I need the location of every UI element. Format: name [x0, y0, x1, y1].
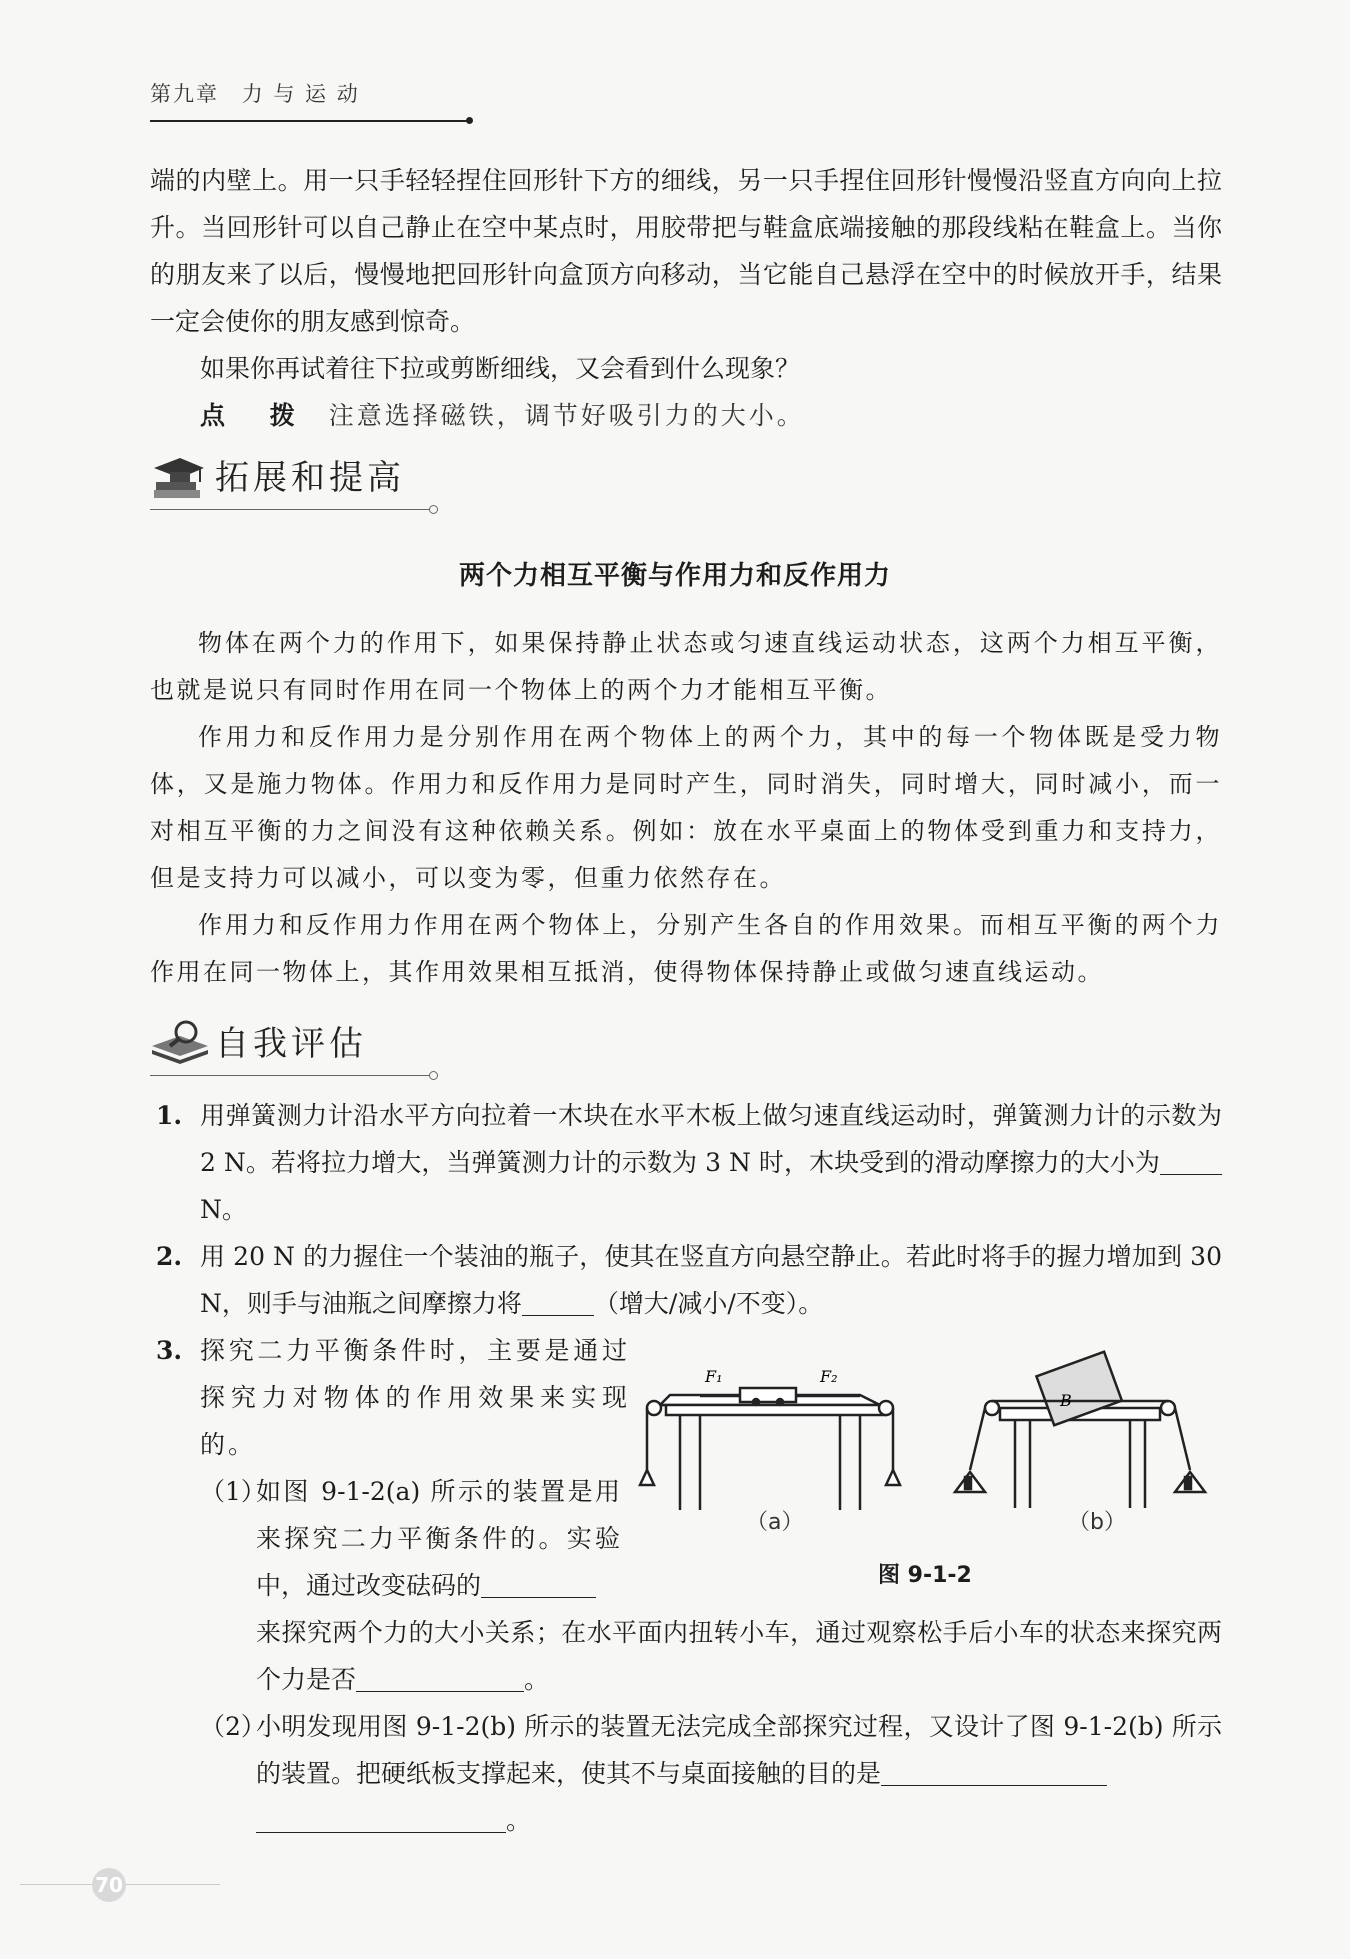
section-rule: [150, 509, 430, 510]
question-text: 小明发现用图 9-1-2(b) 所示的装置无法完成全部探究过程，又设计了图 9-1-2(b) 所示的装置。把硬纸板支撑起来，使其不与桌面接触的目的是: [256, 1712, 1222, 1788]
question-number: 1.: [156, 1101, 183, 1130]
article-paragraph-3: 作用力和反作用力作用在两个物体上，分别产生各自的作用效果。而相互平衡的两个力作用在同一物体上，其作用效果相互抵消，使得物体保持静止或做匀速直线运动。: [150, 911, 1222, 986]
question-number: 2.: [156, 1242, 183, 1271]
subquestion-label: （2）: [200, 1712, 266, 1741]
section-title: 拓展和提高: [215, 458, 405, 498]
answer-blank[interactable]: [356, 1663, 524, 1692]
section-heading-extension: [150, 446, 440, 510]
chapter-header: [150, 78, 470, 122]
answer-blank[interactable]: [256, 1804, 506, 1833]
question-2: 2. 用 20 N 的力握住一个装油的瓶子，使其在竖直方向悬空静止。若此时将手的握力增加到 30 N，则手与油瓶之间摩擦力将 （增大/减小/不变）。: [160, 1233, 1222, 1327]
question-3-part-1-continued: 来探究两个力的大小关系；在水平面内扭转小车，通过观察松手后小车的状态来探究两个力是否 。: [256, 1618, 1222, 1694]
question-text: 用弹簧测力计沿水平方向拉着一木块在水平木板上做匀速直线运动时，弹簧测力计的示数为 2 N。若将拉力增大，当弹簧测力计的示数为 3 N 时，木块受到的滑动摩擦力的大小为: [200, 1101, 1222, 1177]
article-paragraph-1: 物体在两个力的作用下，如果保持静止状态或匀速直线运动状态，这两个力相互平衡，也就是说只有同时作用在同一个物体上的两个力才能相互平衡。: [150, 629, 1222, 704]
chapter-title: 力 与 运 动: [241, 82, 360, 106]
force-label-f2: F₂: [820, 1367, 838, 1386]
question-1: 1. 用弹簧测力计沿水平方向拉着一木块在水平木板上做匀速直线运动时，弹簧测力计的示数为 2 N。若将拉力增大，当弹簧测力计的示数为 3 N 时，木块受到的滑动摩擦力的大小为N。: [160, 1092, 1222, 1233]
section-heading-self-assessment: [150, 1012, 440, 1076]
answer-blank[interactable]: [522, 1287, 594, 1316]
answer-blank[interactable]: [881, 1757, 1107, 1786]
tip-label: 点 拨: [200, 401, 313, 430]
answer-blank[interactable]: [1160, 1146, 1222, 1175]
question-text: 来探究两个力的大小关系；在水平面内扭转小车，通过观察松手后小车的状态来探究两个力是否: [256, 1618, 1222, 1694]
header-rule: [150, 120, 468, 122]
intro-paragraph-2: 如果你再试着往下拉或剪断细线，又会看到什么现象？: [200, 354, 801, 383]
tip-line: [150, 392, 1222, 439]
page-number: 70: [92, 1868, 126, 1902]
apparatus-b: [955, 1352, 1205, 1508]
question-text: 如图 9-1-2(a) 所示的装置是用来探究二力平衡条件的。实验中，通过改变砝码的: [256, 1477, 620, 1600]
article-title: 两个力相互平衡与作用力和反作用力: [458, 561, 891, 591]
question-3-part-2: （2） 小明发现用图 9-1-2(b) 所示的装置无法完成全部探究过程，又设计了图 9-1-2(b) 所示的装置。把硬纸板支撑起来，使其不与桌面接触的目的是 。: [200, 1703, 1222, 1844]
question-3-part-1: [200, 1468, 620, 1609]
question-text: 探究二力平衡条件时，主要是通过探究力对物体的作用效果来实现的。: [200, 1336, 630, 1459]
figure-label-a: （a）: [746, 1510, 804, 1535]
force-label-f1: F₁: [705, 1367, 723, 1386]
question-3-intro: [156, 1327, 630, 1468]
figure-label-b: （b）: [1068, 1510, 1126, 1535]
magnifier-book-icon: [150, 1018, 210, 1066]
chapter-number: 第九章: [150, 82, 219, 106]
intro-paragraph-1: 端的内壁上。用一只手轻轻捏住回形针下方的细线，另一只手捏住回形针慢慢沿竖直方向向上拉升。当回形针可以自己静止在空中某点时，用胶带把与鞋盒底端接触的那段线粘在鞋盒上。当你的朋友来了以后，慢慢地把回形针向盒顶方向移动，当它能自己悬浮在空中的时候放开手，结果一定会使你的朋友感到惊奇。: [150, 166, 1222, 336]
section-rule: [150, 1075, 430, 1076]
subquestion-label: （1）: [200, 1477, 266, 1506]
question-text: 用 20 N 的力握住一个装油的瓶子，使其在竖直方向悬空静止。若此时将手的握力增加到 30 N，则手与油瓶之间摩擦力将: [200, 1242, 1222, 1318]
graduation-cap-icon: [150, 452, 206, 504]
card-label-b: B: [1060, 1391, 1072, 1410]
tip-text: 注意选择磁铁，调节好吸引力的大小。: [328, 401, 805, 430]
article-body: [150, 620, 1222, 996]
answer-blank[interactable]: [481, 1569, 596, 1598]
article-paragraph-2: 作用力和反作用力是分别作用在两个物体上的两个力，其中的每一个物体既是受力物体，又是施力物体。作用力和反作用力是同时产生，同时消失，同时增大，同时减小，而一对相互平衡的力之间没有这种依赖关系。例如：放在水平桌面上的物体受到重力和支持力，但是支持力可以减小，可以变为零，但重力依然存在。: [150, 723, 1222, 892]
apparatus-a: [640, 1388, 900, 1510]
figure-caption: 图 9-1-2: [878, 1563, 972, 1588]
intro-section: [150, 157, 1222, 439]
section-title: 自我评估: [215, 1024, 367, 1064]
question-number: 3.: [156, 1336, 183, 1365]
